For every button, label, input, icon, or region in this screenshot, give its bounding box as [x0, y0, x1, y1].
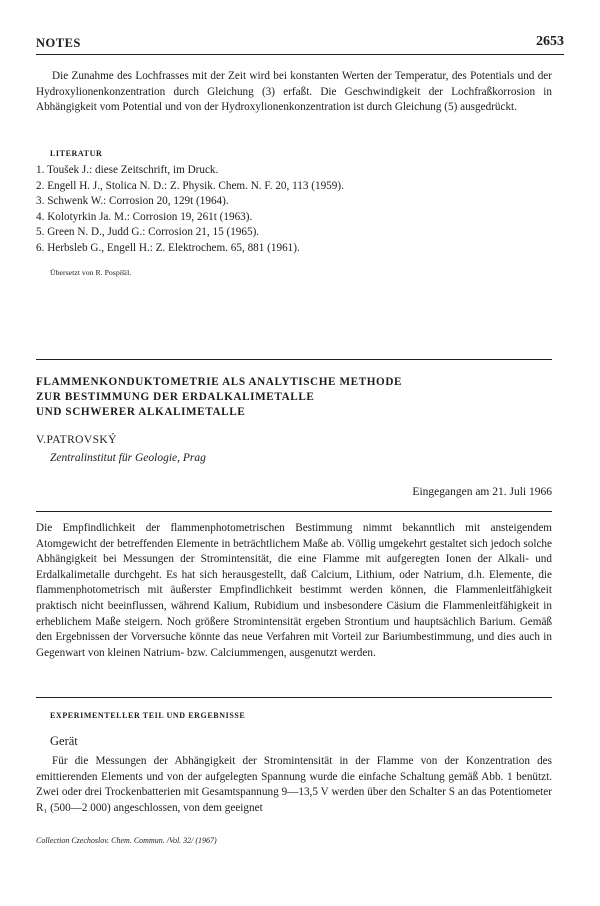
intro-paragraph: Die Zunahme des Lochfrasses mit der Zeit wird bei konstanten Werten der Temperatur, des Potentials und der Hydroxylionenkonzentration durch Gleichung (3) erfaßt. Die Geschwindigkeit der Lochfraßkorrosion in Abhängigkeit vom Potential und von der Hydroxylionenkonzentration ist durch Gleichung (5) ausgedrückt. — [36, 70, 552, 114]
reference-item: 3. Schwenk W.: Corrosion 20, 129t (1964). — [36, 195, 229, 208]
abstract-top-rule — [36, 511, 552, 512]
abstract-bottom-rule — [36, 697, 552, 698]
reference-list — [36, 163, 552, 257]
reference-item: 2. Engell H. J., Stolica N. D.: Z. Physik. Chem. N. F. 20, 113 (1959). — [36, 179, 344, 192]
translator-note: Übersetzt von R. Pospíšil. — [50, 268, 132, 277]
title-line: ZUR BESTIMMUNG DER ERDALKALIMETALLE — [36, 391, 315, 403]
experimental-heading: EXPERIMENTELLER TEIL UND ERGEBNISSE — [50, 711, 246, 720]
title-line: UND SCHWERER ALKALIMETALLE — [36, 406, 246, 418]
section-divider — [36, 359, 552, 360]
reference-item: 4. Kolotyrkin Ja. M.: Corrosion 19, 261t (1963). — [36, 210, 253, 223]
reference-item: 6. Herbsleb G., Engell H.: Z. Elektrochem. 65, 881 (1961). — [36, 241, 300, 254]
reference-item: 1. Toušek J.: diese Zeitschrift, im Druck. — [36, 164, 219, 176]
subheading-gerat: Gerät — [50, 734, 78, 748]
title-line: FLAMMENKONDUKTOMETRIE ALS ANALYTISCHE METHODE — [36, 376, 403, 388]
header-section: NOTES — [36, 36, 81, 50]
literature-heading: LITERATUR — [50, 149, 103, 158]
author: V.PATROVSKÝ — [36, 434, 117, 446]
page-number: 2653 — [536, 34, 564, 49]
received-date: Eingegangen am 21. Juli 1966 — [412, 486, 552, 498]
running-header — [36, 36, 564, 55]
body-paragraph: Für die Messungen der Abhängigkeit der Stromintensität in der Flamme von der Konzentration des emittierenden Elements und von der aufgelegten Spannung wurde die einfache Schaltung gemäß Abb. 1 benützt. Zwei oder drei Trockenbatterien mit Gesamtspannung 9—13,5 V werden über den Schalter S an das Potentiometer R₁ (500—2 000) angeschlossen, von dem geeignet — [36, 755, 552, 814]
reference-item: 5. Green N. D., Judd G.: Corrosion 21, 15 (1965). — [36, 226, 260, 239]
abstract: Die Empfindlichkeit der flammenphotometrischen Bestimmung nimmt bekanntlich mit ansteigendem Atomgewicht der betreffenden Elemente in beträchtlichem Maße ab. Völlig umgekehrt gestaltet sich jedoch solche Abhängigkeit bei Messungen der Stromintensität, die eine Flamme mit aufgeregten Ionen der Alkali- und Erdalkalimetalle durchgeht. Es hat sich herausgestellt, daß Calcium, Lithium, oder Natrium, d.h. Elemente, die flammenphotometrisch mit äußerster Empfindlichkeit bestimmt werden können, die Flammenleitfähigkeit praktisch nicht beeinflussen, während Kalium, Rubidium und insbesondere Cäsium die Flammenleitfähigkeit in erheblichem Maße steigern. Noch größere Stromintensität ergeben Strontium und hauptsächlich Barium. Gemäß den Ergebnissen der Vorversuche könnte das neue Verfahren mit Vorteil zur Bariumbestimmung, und dies auch in Gegenwart von kleinen Natrium- bzw. Calciummengen, ausgenutzt werden. — [36, 522, 552, 659]
institute: Zentralinstitut für Geologie, Prag — [50, 452, 206, 464]
article-title — [36, 375, 402, 420]
journal-footer: Collection Czechoslov. Chem. Commun. /Vol. 32/ (1967) — [36, 836, 217, 845]
